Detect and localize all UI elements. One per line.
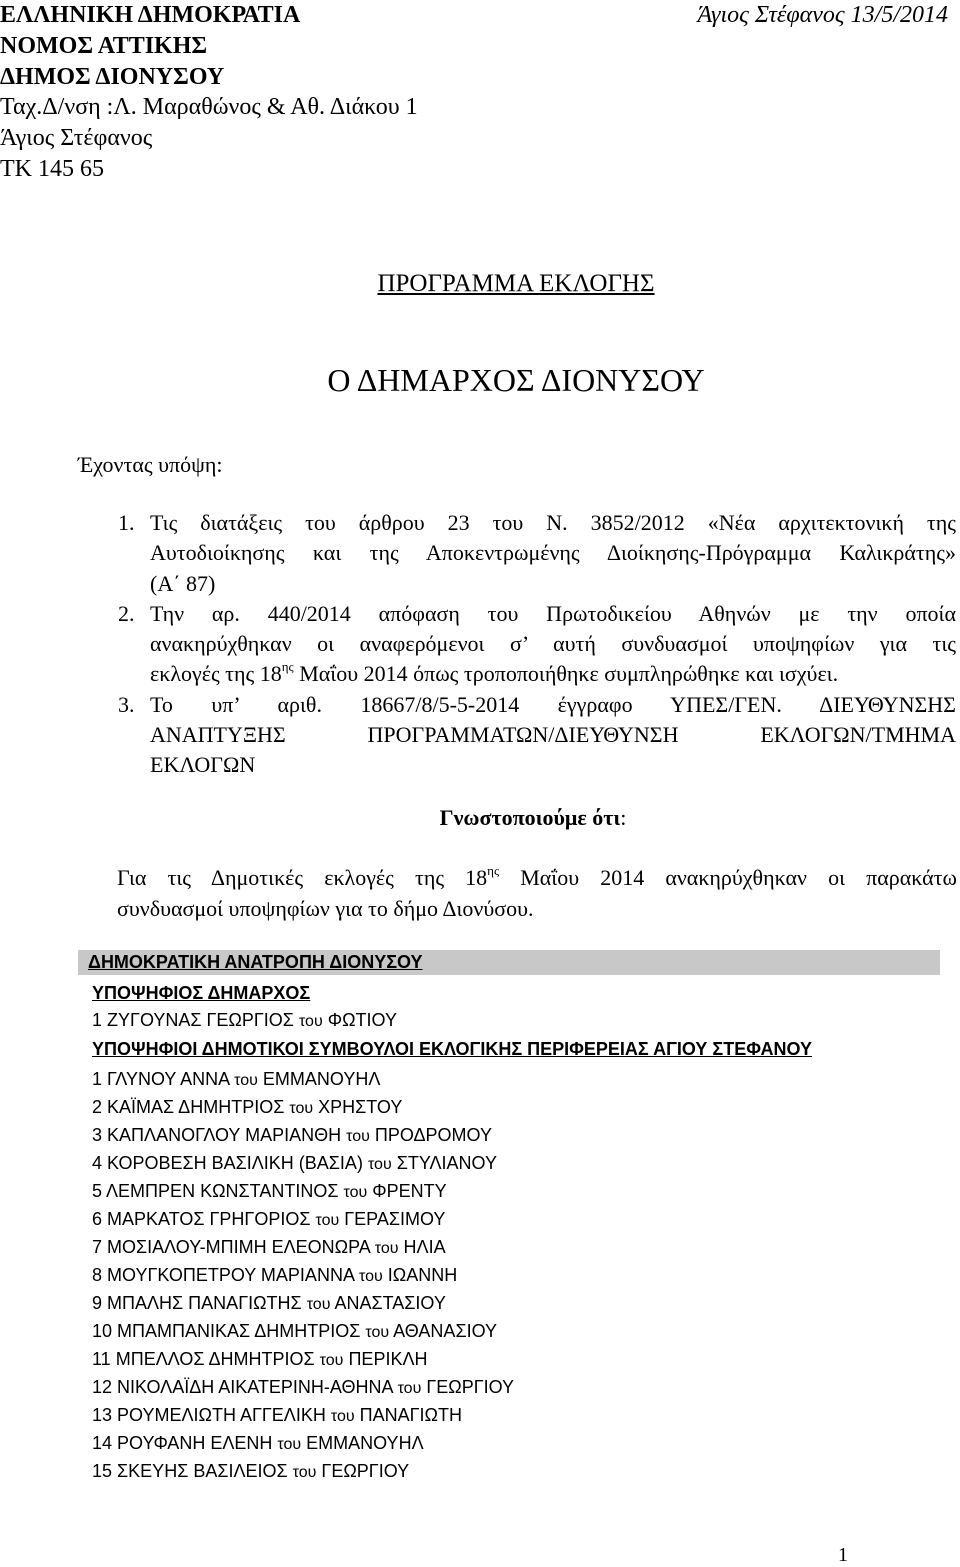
legal-item-number: 3. <box>118 691 135 717</box>
legal-item-3 <box>118 690 956 781</box>
intro-paragraph <box>117 862 957 924</box>
council-candidate-row: 2 ΚΑΪΜΑΣ ΔΗΜΗΤΡΙΟΣ του ΧΡΗΣΤΟΥ <box>92 1096 403 1117</box>
intro-line-2: συνδυασμοί υποψηφίων για το δήμο Διονύσου. <box>117 896 534 921</box>
legal-item-line: Το υπ’ αριθ. 18667/8/5-5-2014 έγγραφο ΥΠΕΣ/ΓΕΝ. ΔΙΕΥΘΥΝΣΗΣ <box>150 691 956 717</box>
council-candidate-row: 9 ΜΠΑΛΗΣ ΠΑΝΑΓΙΩΤΗΣ του ΑΝΑΣΤΑΣΙΟΥ <box>92 1292 446 1313</box>
council-candidate-row: 12 ΝΙΚΟΛΑΪΔΗ ΑΙΚΑΤΕΡΙΝΗ-ΑΘΗΝΑ του ΓΕΩΡΓΙΟΥ <box>92 1376 515 1397</box>
council-candidate-row: 5 ΛΕΜΠΡΕΝ ΚΩΝΣΤΑΝΤΙΝΟΣ του ΦΡΕΝΤΥ <box>92 1180 447 1201</box>
legal-item-line: Τις διατάξεις του άρθρου 23 του Ν. 3852/2012 «Νέα αρχιτεκτονική της <box>150 510 956 535</box>
council-candidate-row: 13 ΡΟΥΜΕΛΙΩΤΗ ΑΓΓΕΛΙΚΗ του ΠΑΝΑΓΙΩΤΗ <box>92 1404 462 1425</box>
document-date: Άγιος Στέφανος 13/5/2014 <box>697 2 948 28</box>
council-candidate-row: 3 ΚΑΠΛΑΝΟΓΛΟΥ ΜΑΡΙΑΝΘΗ του ΠΡΟΔΡΟΜΟΥ <box>92 1124 492 1145</box>
legal-item-line: ΑΝΑΠΤΥΞΗΣ ΠΡΟΓΡΑΜΜΑΤΩΝ/ΔΙΕΥΘΥΝΣΗ ΕΚΛΟΓΩΝ/ΤΜΗΜΑ <box>150 722 956 748</box>
legal-item-number: 1. <box>118 510 135 535</box>
legal-item-number: 2. <box>118 600 135 626</box>
page-number: 1 <box>838 1544 848 1566</box>
mayor-title: Ο ΔΗΜΑΡΧΟΣ ΔΙΟΝΥΣΟΥ <box>327 362 705 398</box>
council-candidate-row: 6 ΜΑΡΚΑΤΟΣ ΓΡΗΓΟΡΙΟΣ του ΓΕΡΑΣΙΜΟΥ <box>92 1208 446 1229</box>
council-candidate-row: 14 ΡΟΥΦΑΝΗ ΕΛΕΝΗ του ΕΜΜΑΝΟΥΗΛ <box>92 1432 424 1453</box>
council-candidate-rows <box>92 1066 942 1486</box>
legal-item-line: Την αρ. 440/2014 απόφαση του Πρωτοδικείου Αθηνών με την οποία <box>150 600 956 626</box>
legal-item-line: ΕΚΛΟΓΩΝ <box>150 752 256 778</box>
council-candidate-row: 15 ΣΚΕΥΗΣ ΒΑΣΙΛΕΙΟΣ του ΓΕΩΡΓΙΟΥ <box>92 1460 410 1481</box>
legal-item-line: Αυτοδιοίκησης και της Αποκεντρωμένης Διοίκησης-Πρόγραμμα Καλικράτης» <box>150 540 956 566</box>
council-candidate-row: 8 ΜΟΥΓΚΟΠΕΤΡΟΥ ΜΑΡΙΑΝΝΑ του ΙΩΑΝΝΗ <box>92 1264 458 1285</box>
council-candidate-row: 11 ΜΠΕΛΛΟΣ ΔΗΜΗΤΡΙΟΣ του ΠΕΡΙΚΛΗ <box>92 1348 428 1369</box>
letterhead-postcode: ΤΚ 145 65 <box>0 155 104 182</box>
legal-item-line: ανακηρύχθηκαν οι αναφερόμενοι σ’ αυτή συνδυασμοί υποψηφίων για τις <box>150 631 956 657</box>
letterhead-prefecture: ΝΟΜΟΣ ΑΤΤΙΚΗΣ <box>0 32 208 59</box>
council-candidate-row: 4 ΚΟΡΟΒΕΣΗ ΒΑΣΙΛΙΚΗ (ΒΑΣΙΑ) του ΣΤΥΛΙΑΝΟΥ <box>92 1152 497 1173</box>
announcement-heading: Γνωστοποιούμε ότι: <box>439 805 627 830</box>
candidate-list <box>92 980 942 1486</box>
program-title: ΠΡΟΓΡΑΜΜΑ ΕΚΛΟΓΗΣ <box>377 270 655 297</box>
legal-item-2 <box>118 599 956 690</box>
legal-item-line: εκλογές της $18^{\eta\varsigma}$ Μαΐου 2014 όπως τροποποιήθηκε συμπληρώθηκε και ισχύει. <box>150 659 839 687</box>
letterhead-address: Ταχ.Δ/νση :Λ. Μαραθώνος & Αθ. Διάκου 1 <box>0 94 418 121</box>
mayor-candidate-row: 1 ΖΥΓΟΥΝΑΣ ΓΕΩΡΓΙΟΣ του ΦΩΤΙΟΥ <box>92 1010 397 1030</box>
council-candidate-row: 1 ΓΛΥΝΟΥ ΑΝΝΑ του ΕΜΜΑΝΟΥΗΛ <box>92 1068 381 1089</box>
considering-label: Έχοντας υπόψη: <box>78 452 223 477</box>
letterhead-municipality: ΔΗΜΟΣ ΔΙΟΝΥΣΟΥ <box>0 63 225 90</box>
mayor-candidate-heading: ΥΠΟΨΗΦΙΟΣ ΔΗΜΑΡΧΟΣ <box>92 983 311 1003</box>
legal-item-1 <box>118 508 956 599</box>
intro-line-1: Για τις Δημοτικές εκλογές της $18^{\eta\varsigma}$ Μαΐου 2014 ανακηρύχθηκαν οι παρακάτω <box>117 862 957 890</box>
council-candidate-row: 7 ΜΟΣΙΑΛΟΥ-ΜΠΙΜΗ ΕΛΕΟΝΩΡΑ του ΗΛΙΑ <box>92 1236 446 1257</box>
party-name: ΔΗΜΟΚΡΑΤΙΚΗ ΑΝΑΤΡΟΠΗ ΔΙΟΝΥΣΟΥ <box>88 952 423 972</box>
letterhead <box>0 0 418 185</box>
letterhead-town: Άγιος Στέφανος <box>0 125 153 152</box>
legal-basis-list <box>118 508 956 781</box>
legal-item-line: (Α΄ 87) <box>150 570 216 596</box>
council-candidate-row: 10 ΜΠΑΜΠΑΝΙΚΑΣ ΔΗΜΗΤΡΙΟΣ του ΑΘΑΝΑΣΙΟΥ <box>92 1320 497 1341</box>
council-candidates-heading: ΥΠΟΨΗΦΙΟΙ ΔΗΜΟΤΙΚΟΙ ΣΥΜΒΟΥΛΟΙ ΕΚΛΟΓΙΚΗΣ ΠΕΡΙΦΕΡΕΙΑΣ ΑΓΙΟΥ ΣΤΕΦΑΝΟΥ <box>92 1039 812 1059</box>
letterhead-country: ΕΛΛΗΝΙΚΗ ΔΗΜΟΚΡΑΤΙΑ <box>0 2 301 28</box>
